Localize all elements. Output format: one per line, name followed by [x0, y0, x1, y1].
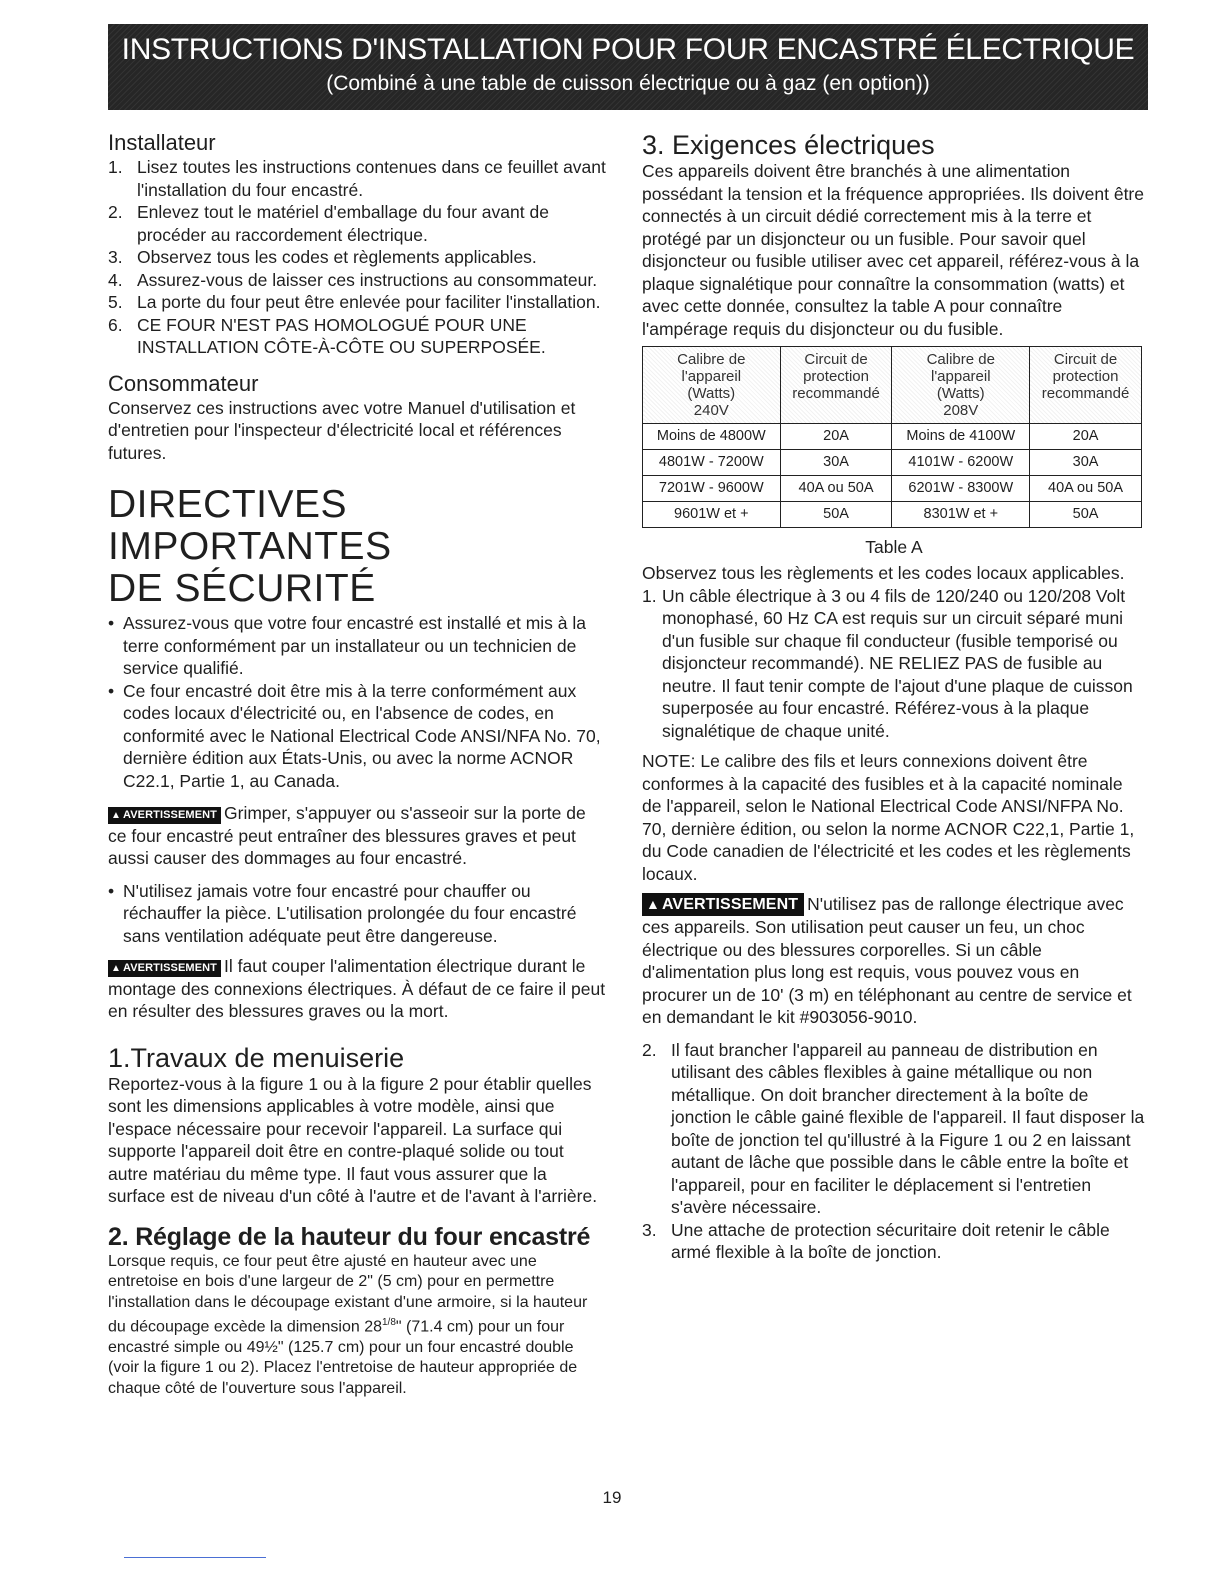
- warning-triangle-icon: ▲: [111, 963, 121, 974]
- table-cell: 8301W et +: [892, 502, 1030, 528]
- table-cell: 40A ou 50A: [1030, 476, 1142, 502]
- list-item: • N'utilisez jamais votre four encastré pour chauffer ou réchauffer la pièce. L'utilisation prolongée du four encastré sans ventilation adéquate peut être dangereuse.: [108, 880, 577, 946]
- left-column: [108, 130, 606, 1399]
- page-title: INSTRUCTIONS D'INSTALLATION POUR FOUR ENCASTRÉ ÉLECTRIQUE: [121, 33, 1135, 66]
- list-item: 5. La porte du four peut être enlevée pour faciliter l'installation.: [108, 292, 601, 312]
- section-2-heading: 2. Réglage de la hauteur du four encastré: [108, 1222, 591, 1251]
- section-2-text: Lorsque requis, ce four peut être ajusté en hauteur avec une entretoise en bois d'une largeur de 2" (5 cm) pour en permettre l'installation dans le découpage existant d'une armoire, si la hauteur du découpage excède la dimension $28^{1/8}$" (71.4 cm) pour un four encastré simple ou 49½" (125.7 cm) pour un four encastré double (voir la figure 1 ou 2). Placez l'entretoise de hauteur appropriée de chaque côté de l'ouverture sous l'appareil.: [108, 1252, 588, 1397]
- table-cell: 30A: [1030, 450, 1142, 476]
- right-column: [642, 130, 1146, 1264]
- table-header: Calibre de l'appareil (Watts) 208V: [892, 347, 1030, 424]
- table-cell: 50A: [780, 502, 892, 528]
- list-item: 4. Assurez-vous de laisser ces instructions au consommateur.: [108, 269, 598, 290]
- table-cell: 7201W - 9600W: [643, 476, 781, 502]
- table-cell: 4101W - 6200W: [892, 450, 1030, 476]
- table-header: Circuit de protection recommandé: [780, 347, 892, 424]
- table-cell: 50A: [1030, 502, 1142, 528]
- warning-paragraph-2: ▲ AVERTISSEMENT Il faut couper l'alimentation électrique durant le montage des connexions électriques. À défaut de ce faire il peut en résulter des blessures graves ou la mort.: [108, 956, 606, 1021]
- table-cell: 20A: [1030, 424, 1142, 450]
- amperage-table: [642, 346, 1142, 528]
- table-cell: 4801W - 7200W: [643, 450, 781, 476]
- table-cell: 6201W - 8300W: [892, 476, 1030, 502]
- table-row: [643, 502, 1142, 528]
- list-item: 3. Une attache de protection sécuritaire doit retenir le câble armé flexible à la boîte de jonction.: [642, 1219, 1110, 1262]
- table-cell: 30A: [780, 450, 892, 476]
- table-row: [643, 476, 1142, 502]
- section-3-intro: Ces appareils doivent être branchés à une alimentation possédant la tension et la fréquence appropriées. Ils doivent être connectés à un circuit dédié correctement mis à la terre et protégé par un disjoncteur ou un fusible. Pour savoir quel disjoncteur ou fusible utiliser avec cet appareil, référez-vous à la plaque signalétique pour connaître la consommation (watts) et avec cette donnée, consultez la table A pour connaître l'ampérage requis du disjoncteur ou du fusible.: [642, 161, 1144, 339]
- warning-badge: ▲ AVERTISSEMENT: [108, 960, 221, 977]
- table-cell: 20A: [780, 424, 892, 450]
- warning-triangle-icon: ▲: [111, 810, 121, 821]
- warning-badge: ▲ AVERTISSEMENT: [108, 807, 221, 824]
- footer-rule: [124, 1557, 266, 1558]
- page-subtitle: (Combiné à une table de cuisson électrique ou à gaz (en option)): [326, 72, 930, 95]
- page-number: 19: [602, 1488, 622, 1507]
- table-header: Calibre de l'appareil (Watts) 240V: [643, 347, 781, 424]
- table-row: [643, 450, 1142, 476]
- electrical-list-1: [642, 585, 1146, 743]
- consumer-text: Conservez ces instructions avec votre Manuel d'utilisation et d'entretien pour l'inspecteur d'électricité local et références futures.: [108, 397, 576, 463]
- installer-list: [108, 156, 606, 359]
- warning-badge: ▲ AVERTISSEMENT: [642, 893, 804, 916]
- list-item: 3. Observez tous les codes et règlements applicables.: [108, 247, 537, 267]
- list-item: 1. Un câble électrique à 3 ou 4 fils de 120/240 ou 120/208 Volt monophasé, 60 Hz CA est requis sur un circuit séparé muni d'un fusible sur chaque fil conducteur (fusible temporisé ou disjoncteur recommandé). NE RELIEZ PAS de fusible au neutre. Il faut tenir compte de l'ajout d'une plaque de cuisson superposée au four encastré. Référez-vous à la plaque signalétique de chaque unité.: [642, 585, 1133, 741]
- list-item: • Assurez-vous que votre four encastré est installé et mis à la terre conformément par un installateur ou un technicien de service qualifié.: [108, 613, 586, 678]
- section-1-heading: 1.Travaux de menuiserie: [108, 1042, 405, 1073]
- list-item: 2. Il faut brancher l'appareil au panneau de distribution en utilisant des câbles flexibles à gaine métallique ou non métallique. On doit brancher directement à la boîte de jonction le câble gainé flexible de l'appareil. Il faut disposer la boîte de jonction tel qu'illustré à la Figure 1 ou 2 en laissant autant de lâche que possible dans le câble entre la boîte et l'appareil, pour en faciliter le déplacement si l'entretien s'avère nécessaire.: [642, 1039, 1145, 1217]
- note-text: NOTE: Le calibre des fils et leurs connexions doivent être conformes à la capacité des fusibles et à la capacité nominale de l'appareil, selon le National Electrical Code ANSI/NFPA No. 70, dernière édition, ou selon la norme ACNOR C22,1, Partie 1, du Code canadien de l'électricité et les codes et les règlements locaux.: [642, 751, 1135, 884]
- list-item: • Ce four encastré doit être mis à la terre conformément aux codes locaux d'électricité ou, en l'absence de codes, en conformité avec le National Electrical Code ANSI/NFA No. 70, dernière édition aux États-Unis, ou avec la norme ACNOR C22.1, Partie 1, au Canada.: [108, 680, 601, 791]
- observe-text: Observez tous les règlements et les codes locaux applicables.: [642, 563, 1125, 583]
- section-1-text: Reportez-vous à la figure 1 ou à la figure 2 pour établir quelles sont les dimensions applicables à votre modèle, ainsi que l'espace nécessaire pour recevoir l'appareil. La surface qui supporte l'appareil doit être en contre-plaqué solide ou tout autre matériau du même type. Il faut vous assurer que la surface est de niveau d'un côté à l'autre et de l'avant à l'arrière.: [108, 1073, 598, 1206]
- safety-bullets-2: [108, 880, 606, 948]
- safety-heading: DIRECTIVES IMPORTANTES DE SÉCURITÉ: [108, 483, 392, 610]
- consumer-heading: Consommateur: [108, 370, 259, 396]
- table-caption: Table A: [865, 537, 923, 557]
- list-item: 1. Lisez toutes les instructions contenues dans ce feuillet avant l'installation du four encastré.: [108, 157, 606, 200]
- warning-paragraph-1: ▲ AVERTISSEMENT Grimper, s'appuyer ou s'asseoir sur la porte de ce four encastré peut entraîner des blessures graves et peut aussi causer des dommages au four encastré.: [108, 803, 586, 868]
- warning-paragraph-3: ▲ AVERTISSEMENT N'utilisez pas de rallonge électrique avec ces appareils. Son utilisation peut causer un feu, un choc électrique ou des blessures corporelles. Si un câble d'alimentation plus long est requis, vous pouvez vous en procurer un de 10' (3 m) en téléphonant au centre de service et en demandant le kit #903056-9010.: [642, 894, 1132, 1027]
- table-header: Circuit de protection recommandé: [1030, 347, 1142, 424]
- warning-triangle-icon: ▲: [646, 896, 660, 912]
- list-item: 6. CE FOUR N'EST PAS HOMOLOGUÉ POUR UNE INSTALLATION CÔTE-À-CÔTE OU SUPERPOSÉE.: [108, 314, 546, 357]
- list-item: 2. Enlevez tout le matériel d'emballage du four avant de procéder au raccordement électrique.: [108, 202, 549, 245]
- table-header-row: [643, 347, 1142, 424]
- table-cell: Moins de 4100W: [892, 424, 1030, 450]
- installer-heading: Installateur: [108, 130, 216, 155]
- table-cell: 9601W et +: [643, 502, 781, 528]
- table-cell: 40A ou 50A: [780, 476, 892, 502]
- electrical-list-2: [642, 1039, 1146, 1264]
- section-3-heading: 3. Exigences électriques: [642, 130, 935, 160]
- table-cell: Moins de 4800W: [643, 424, 781, 450]
- table-row: [643, 424, 1142, 450]
- title-banner: [108, 24, 1148, 110]
- safety-bullets: [108, 612, 606, 792]
